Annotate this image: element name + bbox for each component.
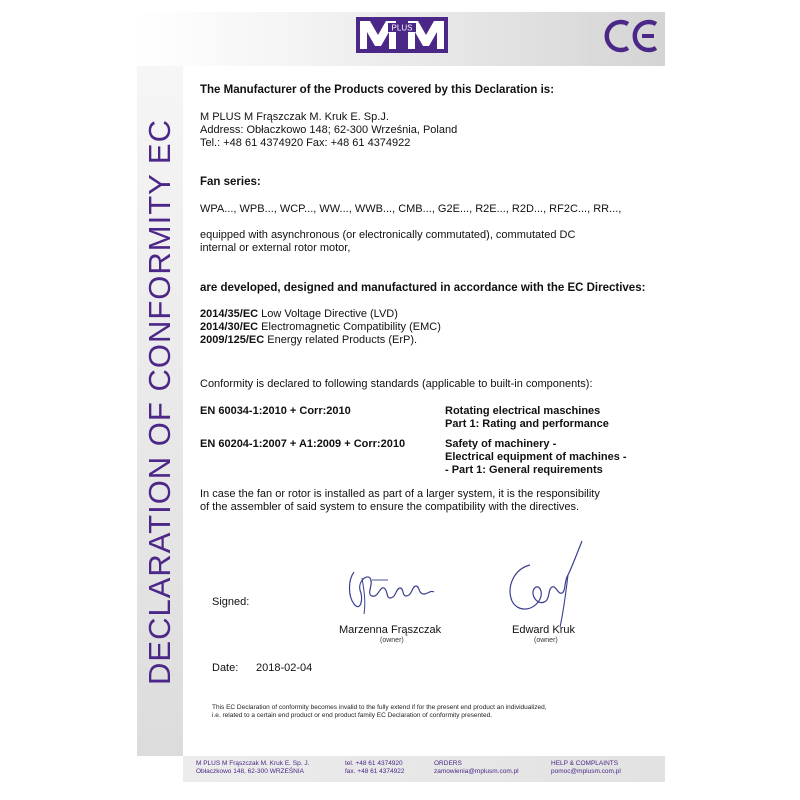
footer-tel: tel. +48 61 4374920 [345,760,403,767]
motor-description-line1: equipped with asynchronous (or electronically commutated), commutated DC [200,229,576,241]
standard-desc: Safety of machinery - [445,438,557,450]
signer1-role: (owner) [380,637,404,644]
ce-mark [604,18,662,54]
signer2-name: Edward Kruk [512,624,575,636]
fan-series-heading: Fan series: [200,176,261,188]
footer-help-email[interactable]: pomoc@mplusm.com.pl [551,768,621,775]
responsibility-line1: In case the fan or rotor is installed as part of a larger system, it is the responsibility [200,488,600,500]
directive-desc: Energy related Products (ErP). [264,334,418,346]
manufacturer-phone-fax: Tel.: +48 61 4374920 Fax: +48 61 4374922 [200,137,411,149]
standards-intro: Conformity is declared to following standards (applicable to built-in components): [200,378,593,390]
directive-desc: Electromagnetic Compatibility (EMC) [258,321,441,333]
standard-desc: - Part 1: General requirements [445,464,603,476]
signature-fraszczak [342,560,442,620]
directive-code: 2009/125/EC [200,334,265,346]
fine-print-line2: i.e. related to a certain end product or end product family EC Declaration of conformity presented. [212,712,493,719]
motor-description-line2: internal or external rotor motor, [200,242,351,254]
manufacturer-address: Address: Obłaczkowo 148; 62-300 Września, Poland [200,124,458,136]
directive-item [200,308,398,320]
responsibility-line2: of the assembler of said system to ensure the compatibility with the directives. [200,501,580,513]
footer-company-name: M PLUS M Frąszczak M. Kruk E. Sp. J. [196,760,310,767]
footer-fax: fax. +48 61 4374922 [345,768,405,775]
footer-orders-email[interactable]: zamowienia@mplusm.com.pl [434,768,519,775]
standard-desc: Electrical equipment of machines - [445,451,627,463]
signature-kruk [500,535,590,630]
footer-orders-label: ORDERS [434,760,462,767]
footer-company-address: Obłaczkowo 148, 62-300 WRZEŚNIA [196,768,305,775]
side-title: DECLARATION OF CONFORMITY EC [142,119,177,685]
footer-help-label: HELP & COMPLAINTS [551,760,619,767]
fine-print-line1: This EC Declaration of conformity becomes invalid to the fully extend if for the present end product an individualized, [212,704,547,711]
signed-label: Signed: [212,596,250,608]
directive-code: 2014/30/EC [200,321,259,333]
manufacturer-name: M PLUS M Frąszczak M. Kruk E. Sp.J. [200,111,389,123]
directive-desc: Low Voltage Directive (LVD) [258,308,398,320]
standard-code: EN 60034-1:2010 + Corr:2010 [200,405,351,417]
signer2-role: (owner) [534,637,558,644]
directive-item [200,334,417,346]
directive-code: 2014/35/EC [200,308,259,320]
standard-code: EN 60204-1:2007 + A1:2009 + Corr:2010 [200,438,406,450]
date-label: Date: [212,662,239,674]
signer1-name: Marzenna Frąszczak [339,624,442,636]
fan-series-list: WPA..., WPB..., WCP..., WW..., WWB..., CMB..., G2E..., R2E..., R2D..., RF2C..., RR..., [200,203,622,215]
mplusm-logo [356,17,448,53]
svg-text:PLUS: PLUS [391,23,413,33]
directives-heading: are developed, designed and manufactured in accordance with the EC Directives: [200,282,646,294]
manufacturer-heading: The Manufacturer of the Products covered by this Declaration is: [200,84,555,96]
standard-desc: Rotating electrical maschines [445,405,601,417]
directive-item [200,321,441,333]
standard-desc: Part 1: Rating and performance [445,418,609,430]
date-value: 2018-02-04 [256,662,313,674]
